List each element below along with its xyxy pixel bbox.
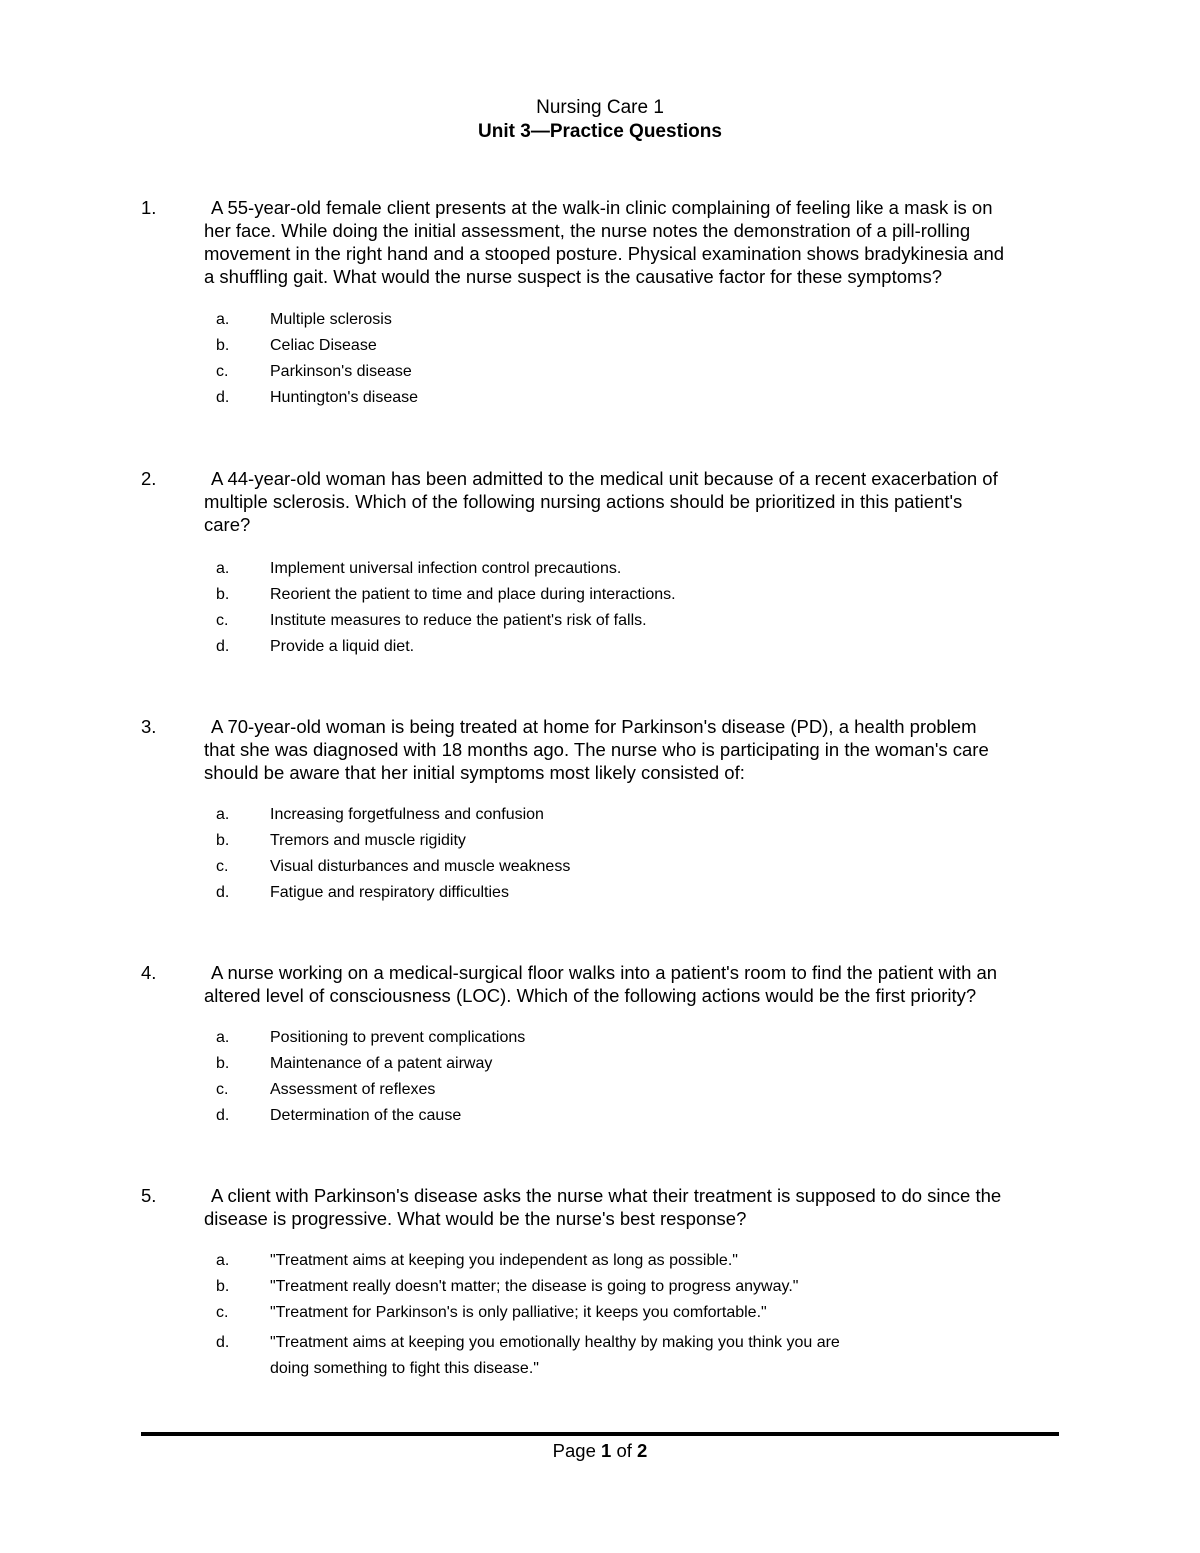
page-footer [0, 1439, 1200, 1462]
option-text: Positioning to prevent complications [270, 1029, 526, 1046]
option-text: Multiple sclerosis [270, 311, 392, 328]
option-a [0, 560, 1200, 586]
option-b [0, 1278, 1200, 1304]
option-letter: d. [216, 638, 230, 655]
question-number: 3. [141, 716, 157, 737]
question-text: A client with Parkinson's disease asks the nurse what their treatment is supposed to do since the disease is progressive. What would be the nurse's best response? [204, 1185, 1002, 1229]
option-text: Reorient the patient to time and place during interactions. [270, 586, 676, 603]
option-c [0, 363, 1200, 389]
option-letter: b. [216, 586, 230, 603]
option-text: Institute measures to reduce the patient's risk of falls. [270, 612, 647, 629]
option-b [0, 586, 1200, 612]
option-letter: c. [216, 363, 229, 380]
option-letter: b. [216, 832, 230, 849]
question-text: A 55-year-old female client presents at the walk-in clinic complaining of feeling like a mask is on her face. While doing the initial assessment, the nurse notes the demonstration of a pill-rolling movement in the right hand and a stooped posture. Physical examination shows bradykinesia and a shuffling gait. What would the nurse suspect is the causative factor for these symptoms? [204, 197, 1005, 287]
option-letter: a. [216, 311, 230, 328]
option-d [0, 1107, 1200, 1133]
option-a [0, 1252, 1200, 1278]
option-letter: a. [216, 806, 230, 823]
option-c [0, 1304, 1200, 1330]
option-text: Provide a liquid diet. [270, 638, 415, 655]
option-letter: a. [216, 1252, 230, 1269]
option-letter: b. [216, 337, 230, 354]
option-letter: d. [216, 389, 230, 406]
document-header [0, 96, 1200, 144]
page-total: 2 [637, 1440, 648, 1461]
option-letter: a. [216, 1029, 230, 1046]
option-letter: b. [216, 1055, 230, 1072]
option-text: Determination of the cause [270, 1107, 462, 1124]
document-subtitle: Unit 3—Practice Questions [478, 121, 722, 142]
option-letter: c. [216, 612, 229, 629]
option-a [0, 311, 1200, 337]
question-text: A 70-year-old woman is being treated at home for Parkinson's disease (PD), a health problem that she was diagnosed with 18 months ago. The nurse who is participating in the woman's care should be aware that her initial symptoms most likely consisted of: [204, 716, 989, 783]
option-letter: d. [216, 884, 230, 901]
option-text: "Treatment for Parkinson's is only palliative; it keeps you comfortable." [270, 1304, 767, 1321]
option-text: Implement universal infection control precautions. [270, 560, 622, 577]
option-text: Parkinson's disease [270, 363, 412, 380]
option-letter: d. [216, 1334, 230, 1351]
option-text: Celiac Disease [270, 337, 377, 354]
option-a [0, 1029, 1200, 1055]
option-c [0, 1081, 1200, 1107]
page-current: 1 [601, 1440, 612, 1461]
page-label: Page [552, 1440, 596, 1461]
question-number: 4. [141, 962, 157, 983]
option-text: Maintenance of a patent airway [270, 1055, 493, 1072]
option-letter: a. [216, 560, 230, 577]
question-number: 1. [141, 197, 157, 218]
option-d [0, 389, 1200, 415]
option-letter: d. [216, 1107, 230, 1124]
document-title: Nursing Care 1 [536, 97, 664, 118]
question-number: 5. [141, 1185, 157, 1206]
option-d [0, 1330, 1200, 1382]
option-b [0, 337, 1200, 363]
of-label: of [616, 1440, 632, 1461]
question-number: 2. [141, 468, 157, 489]
question-text: A 44-year-old woman has been admitted to the medical unit because of a recent exacerbation of multiple sclerosis. Which of the following nursing actions should be prioritized in this patient's care? [204, 468, 998, 535]
option-text: "Treatment aims at keeping you emotionally healthy by making you think you are doing something to fight this disease." [270, 1334, 840, 1377]
option-text: "Treatment aims at keeping you independent as long as possible." [270, 1252, 738, 1269]
option-letter: b. [216, 1278, 230, 1295]
option-text: "Treatment really doesn't matter; the disease is going to progress anyway." [270, 1278, 799, 1295]
footer-divider [141, 1432, 1059, 1436]
option-d [0, 638, 1200, 664]
option-text: Tremors and muscle rigidity [270, 832, 466, 849]
option-c [0, 612, 1200, 638]
option-text: Increasing forgetfulness and confusion [270, 806, 544, 823]
option-letter: c. [216, 858, 229, 875]
option-text: Fatigue and respiratory difficulties [270, 884, 509, 901]
option-b [0, 832, 1200, 858]
option-c [0, 858, 1200, 884]
option-b [0, 1055, 1200, 1081]
option-letter: c. [216, 1081, 229, 1098]
option-d [0, 884, 1200, 910]
option-a [0, 806, 1200, 832]
option-text: Visual disturbances and muscle weakness [270, 858, 571, 875]
option-letter: c. [216, 1304, 229, 1321]
question-text: A nurse working on a medical-surgical floor walks into a patient's room to find the patient with an altered level of consciousness (LOC). Which of the following actions would be the first priority? [204, 962, 998, 1006]
option-text: Huntington's disease [270, 389, 419, 406]
option-text: Assessment of reflexes [270, 1081, 436, 1098]
